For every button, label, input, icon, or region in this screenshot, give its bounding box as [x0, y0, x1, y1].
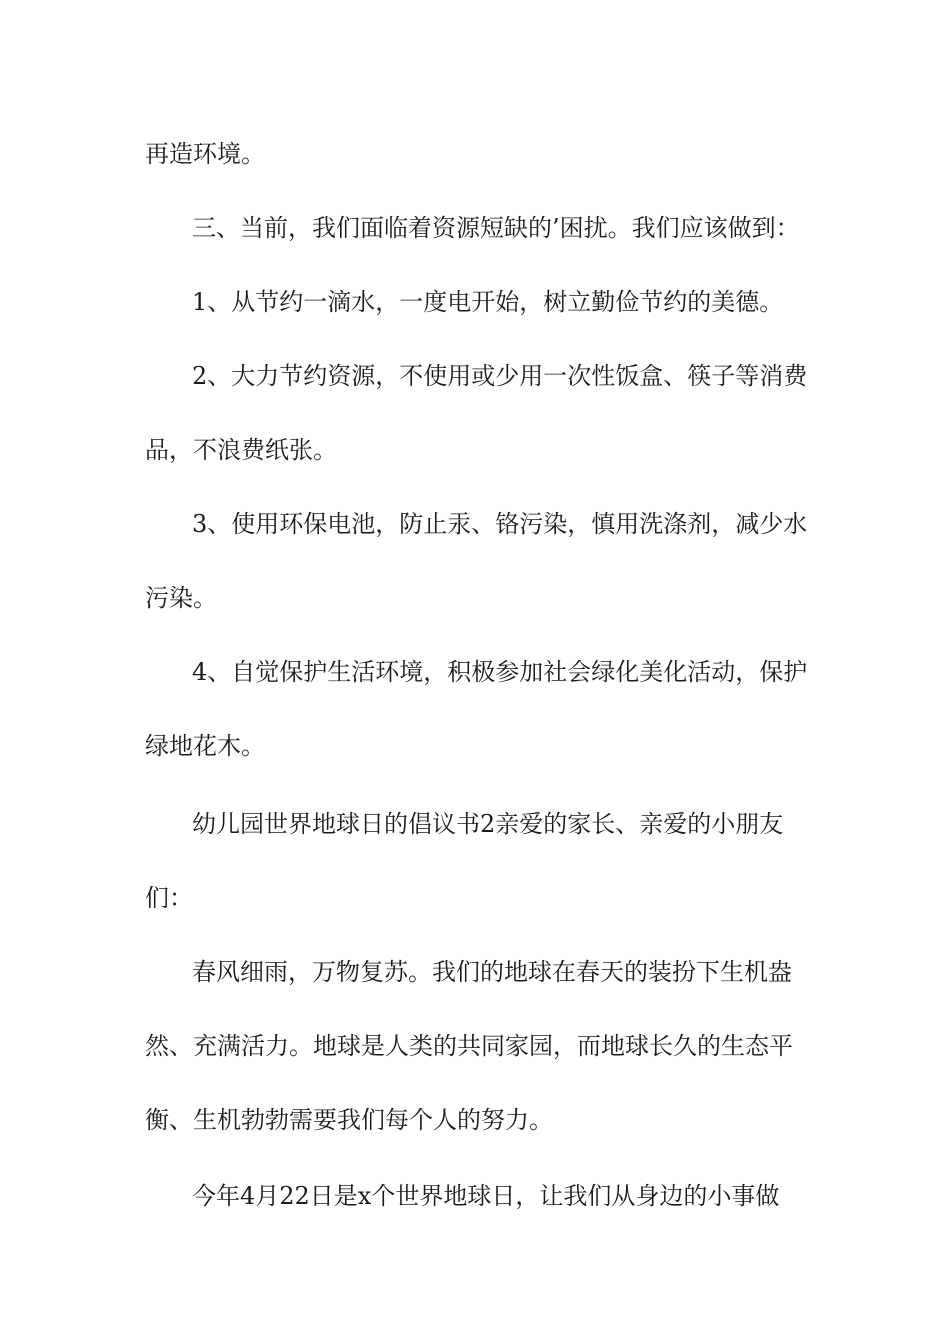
text-line-7: 污染。 [145, 584, 217, 612]
text-line-5: 品，不浪费纸张。 [145, 436, 337, 464]
text-line-9: 绿地花木。 [145, 732, 265, 760]
text-line-8: 4、自觉保护生活环境，积极参加社会绿化美化活动，保护 [192, 658, 808, 686]
text-line-13: 然、充满活力。地球是人类的共同家园，而地球长久的生态平 [145, 1032, 793, 1060]
text-line-14: 衡、生机勃勃需要我们每个人的努力。 [145, 1106, 553, 1134]
text-line-6: 3、使用环保电池，防止汞、铬污染，慎用洗涤剂，减少水 [192, 510, 808, 538]
text-line-12: 春风细雨，万物复苏。我们的地球在春天的装扮下生机盎 [192, 958, 792, 986]
text-line-10: 幼儿园世界地球日的倡议书2亲爱的家长、亲爱的小朋友 [192, 810, 784, 838]
text-line-4: 2、大力节约资源，不使用或少用一次性饭盒、筷子等消费 [192, 362, 808, 390]
text-line-15: 今年4月22日是x个世界地球日，让我们从身边的小事做 [192, 1182, 780, 1210]
text-line-1: 再造环境。 [145, 140, 265, 168]
text-line-2: 三、当前，我们面临着资源短缺的’困扰。我们应该做到： [192, 214, 800, 242]
text-line-3: 1、从节约一滴水，一度电开始，树立勤俭节约的美德。 [192, 288, 784, 316]
text-line-11: 们： [145, 884, 193, 912]
